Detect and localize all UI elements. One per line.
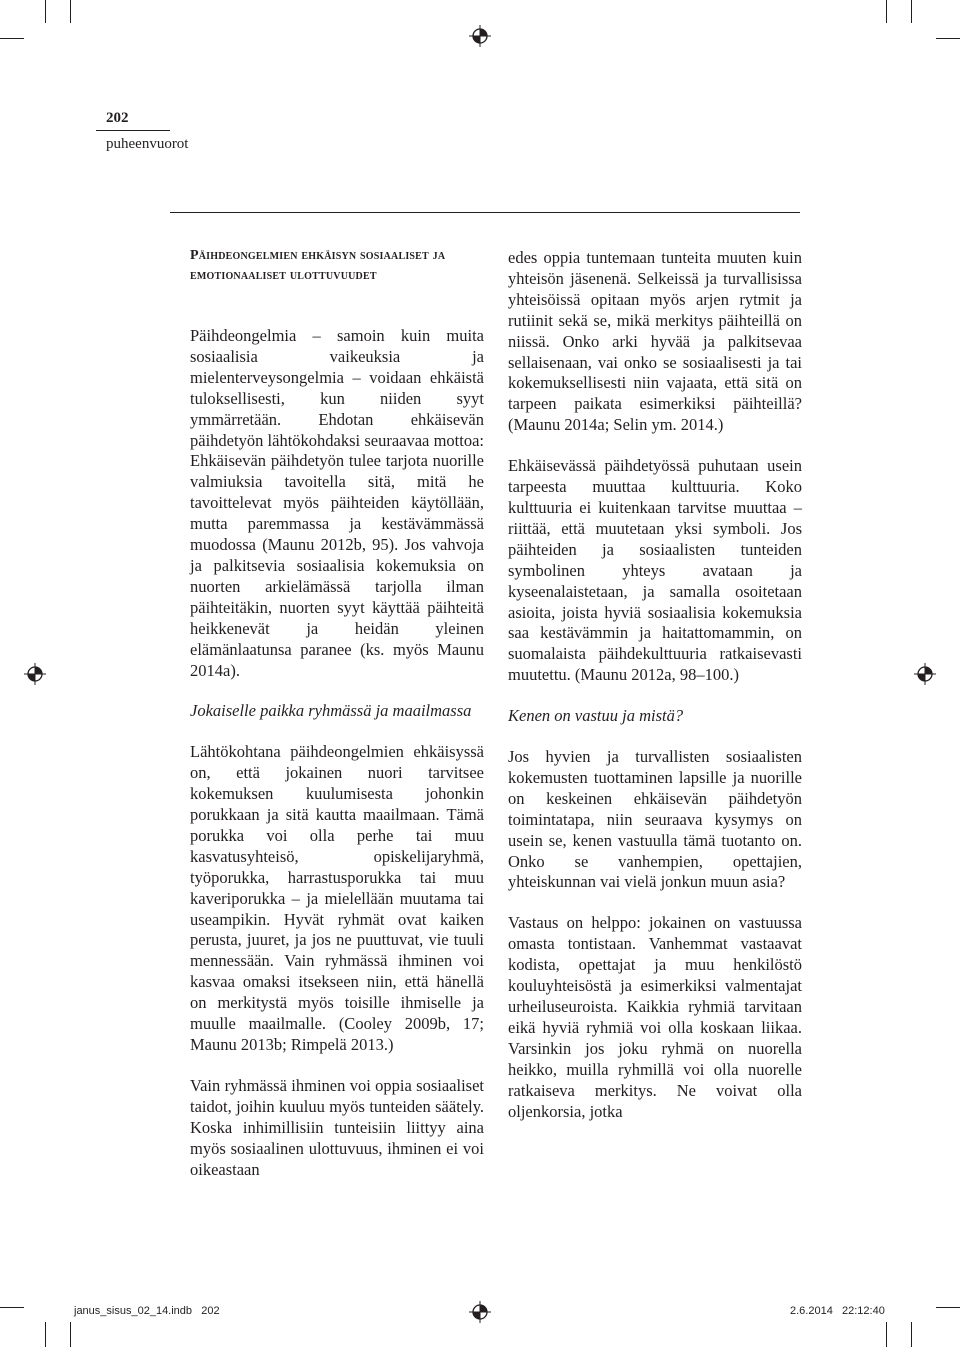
crop-mark (911, 1322, 912, 1347)
header-rule-short (96, 130, 170, 131)
body-paragraph: Vain ryhmässä ihminen voi oppia sosiaaliset taidot, joihin kuuluu myös tunteiden säätely. Koska inhimillisiin tunteisiin liittyy aina myös sosiaalinen ulottuvuus, ihminen ei voi oikeastaan (190, 1075, 484, 1179)
header-rule-long (170, 212, 800, 213)
crop-mark (936, 1307, 960, 1308)
body-paragraph: Lähtökohtana päihdeongelmien ehkäisyssä on, että jokainen nuori tarvitsee kokemuksen kuulumisesta johonkin porukkaan ja sitä kautta maailmaan. Tämä porukka voi olla perhe tai muu kasvatusyhteisö, opiskelijaryhmä, työporukka, harrastusporukka tai muu kaveriporukka – ja mielellään muutama tai useampikin. Hyvät ryhmät ovat kaiken perusta, juuret, ja jos ne puuttuvat, vie tuuli mennessään. Vain ryhmässä ihminen voi kasvaa omaksi itsekseen niin, että hänellä on merkitystä myös toisille ihmiselle ja muulle maailmalle. (Cooley 2009b, 17; Maunu 2013b; Rimpelä 2013.) (190, 742, 484, 1054)
crop-mark (70, 0, 71, 23)
registration-mark-icon (914, 663, 936, 685)
section-heading (190, 246, 484, 286)
crop-mark (911, 0, 912, 23)
print-slug-date: 2.6.2014 22:12:40 (790, 1305, 885, 1317)
section-label: puheenvuorot (106, 136, 189, 152)
crop-mark (886, 1322, 887, 1347)
crop-mark (70, 1322, 71, 1347)
registration-mark-icon (24, 663, 46, 685)
subheading: Kenen on vastuu ja mistä? (508, 706, 684, 726)
right-column (508, 248, 802, 1122)
crop-mark (886, 0, 887, 23)
registration-mark-icon (469, 25, 491, 47)
body-paragraph: Ehkäisevässä päihdetyössä puhutaan usein tarpeesta muuttaa kulttuuria. Koko kulttuuria ei kuitenkaan tarvitse muuttaa – riittää, että muutetaan yksi symboli. Jos päihteiden ja sosiaalisten tunteiden symbolinen yhteys avataan ja kyseenalaistetaan, ja samalla osoitetaan asioita, joista hyviä sosiaalisia kokemuksia saa kestävämmin ja haitattomammin, on suomalaista päihdekulttuuria ratkaisevasti muutettu. (Maunu 2012a, 98–100.) (508, 456, 802, 685)
registration-mark-icon (469, 1301, 491, 1323)
subheading: Jokaiselle paikka ryhmässä ja maailmassa (190, 701, 472, 721)
body-paragraph: Vastaus on helppo: jokainen on vastuussa omasta tontistaan. Vanhemmat vastaavat kodista, opettajat ja muu henkilöstö kouluyhteisöstä ja esimerkiksi valmentajat urheiluseuroista. Kaikkia ryhmiä tarvitaan eikä hyviä ryhmiä voi olla koskaan liikaa. Varsinkin jos joku ryhmä on nuorella heikko, muilla ryhmillä voi olla nuorelle ratkaiseva merkitys. Ne voivat olla oljenkorsia, jotka (508, 913, 802, 1121)
left-column (190, 246, 484, 1180)
print-slug-file: janus_sisus_02_14.indb 202 (74, 1305, 220, 1317)
crop-mark (0, 38, 24, 39)
section-heading-text: Päihdeongelmien ehkäisyn sosiaaliset ja emotionaaliset ulottuvuudet (190, 248, 446, 283)
page-number: 202 (106, 110, 129, 126)
crop-mark (936, 38, 960, 39)
crop-mark (0, 1307, 24, 1308)
body-paragraph: Jos hyvien ja turvallisten sosiaalisten kokemusten tuottaminen lapsille ja nuorille on keskeinen ehkäisevän päihdetyön toimintatapa, niin seuraava kysymys on usein se, kenen vastuulla tämä tuotanto on. Onko se vanhempien, opettajien, yhteiskunnan vai vielä jonkun muun asia? (508, 747, 802, 892)
crop-mark (45, 1322, 46, 1347)
body-paragraph: edes oppia tuntemaan tunteita muuten kuin yhteisön jäsenenä. Selkeissä ja turvallisissa yhteisöissä opitaan myös arjen rytmit ja rutiinit sekä se, mikä merkitys päihteillä on niissä. Onko arki hyvää ja palkitsevaa sellaisenaan, vai onko se sosiaalisesti ja tai kokemuksellisesti niin vajaata, että sitä on tarpeen paikata esimerkiksi päihteillä? (Maunu 2014a; Selin ym. 2014.) (508, 248, 802, 435)
crop-mark (45, 0, 46, 23)
body-paragraph: Päihdeongelmia – samoin kuin muita sosiaalisia vaikeuksia ja mielenterveysongelmia – voidaan ehkäistä tuloksellisesti, kun niiden syyt ymmärretään. Ehdotan ehkäisevän päihdetyön lähtökohdaksi seuraavaa mottoa: Ehkäisevän päihdetyön tulee tarjota nuorille valmiuksia tavoitella sitä, mitä he tavoittelevat myös päihteiden käytöllään, mutta paremmassa ja kestävämmässä muodossa (Maunu 2012b, 95). Jos vahvoja ja palkitsevia sosiaalisia kokemuksia on nuorten arkielämässä tarjolla ilman päihteitäkin, nuorten syyt käyttää päihteitä heikkenevät ja heidän yleinen elämänlaatunsa paranee (ks. myös Maunu 2014a). (190, 326, 484, 680)
